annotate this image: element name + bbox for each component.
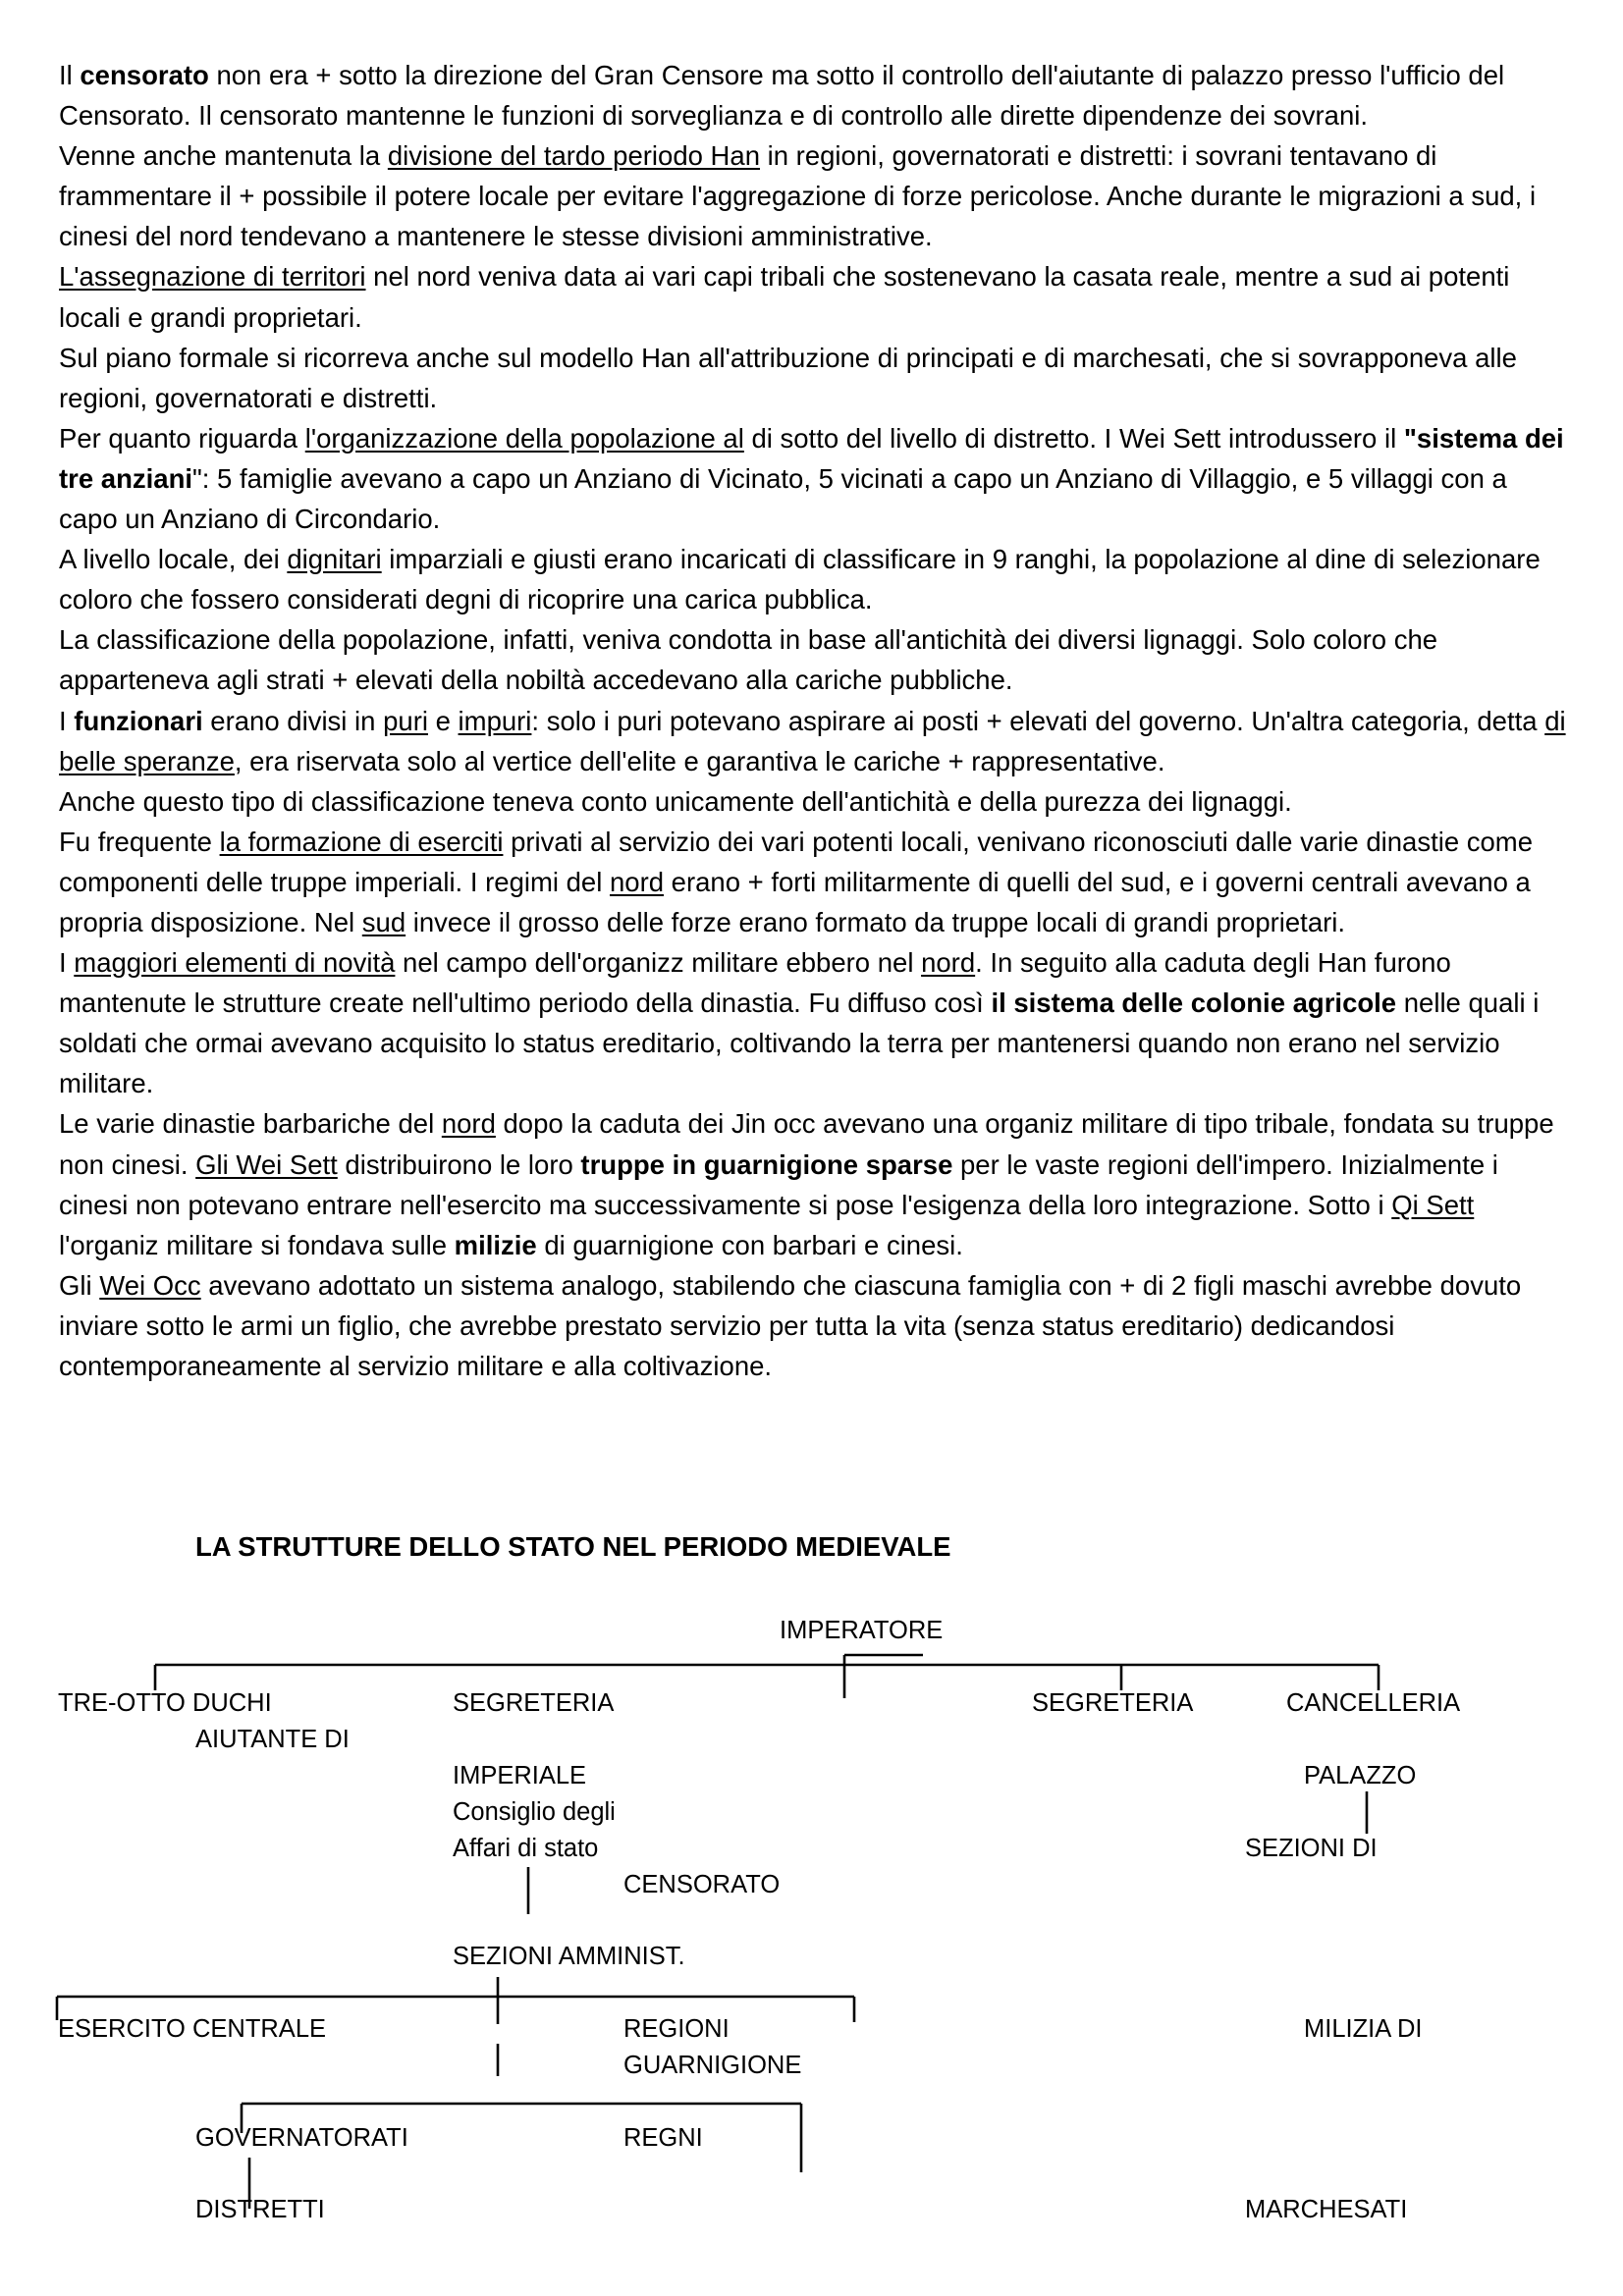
node-affari-di-stato: Affari di stato	[453, 1835, 599, 1862]
node-tre-otto-duchi: TRE-OTTO DUCHI	[58, 1689, 272, 1717]
node-governatorati: GOVERNATORATI	[195, 2124, 408, 2152]
paragraph-divisione: Venne anche mantenuta la divisione del tardo periodo Han in regioni, governatorati e distretti: i sovrani tentavano di frammentare il + possibile il potere locale per evitare l'aggregazione di forze pericolose. Anche durante le migrazioni a sud, i cinesi del nord tendevano a mantenere le stesse divisioni amministrative.	[59, 140, 1537, 252]
paragraph-assegnazione: L'assegnazione di territori nel nord veniva data ai vari capi tribali che sostenevano la casata reale, mentre a sud ai potenti locali e grandi proprietari.	[59, 261, 1510, 333]
paragraph-eserciti: Fu frequente la formazione di eserciti privati al servizio dei vari potenti locali, venivano riconosciuti dalle varie dinastie come componenti delle truppe imperiali. I regimi del nord erano + forti militarmente di quelli del sud, e i governi centrali avevano a propria disposizione. Nel sud invece il grosso delle forze erano formato da truppe locali di grandi proprietari.	[59, 826, 1534, 937]
node-milizia-di: MILIZIA DI	[1304, 2015, 1423, 2043]
node-regioni: REGIONI	[623, 2015, 730, 2043]
paragraph-lignaggi: Anche questo tipo di classificazione teneva conto unicamente dell'antichità e della purezza dei lignaggi.	[59, 785, 1292, 817]
paragraph-dinastie-barbariche: Le varie dinastie barbariche del nord dopo la caduta dei Jin occ avevano una organiz militare di tipo tribale, fondata su truppe non cinesi. Gli Wei Sett distribuirono le loro truppe in guarnigione sparse per le vaste regioni dell'impero. Inizialmente i cinesi non potevano entrare nell'esercito ma successivamente si pose l'esigenza della loro integrazione. Sotto i Qi Sett l'organiz militare si fondava sulle milizie di guarnigione con barbari e cinesi.	[59, 1108, 1554, 1260]
node-regni: REGNI	[623, 2124, 703, 2152]
node-guarnigione: GUARNIGIONE	[623, 2052, 802, 2079]
paragraph-novita: I maggiori elementi di novità nel campo dell'organizz militare ebbero nel nord. In seguito alla caduta degli Han furono mantenute le strutture create nell'ultimo periodo della dinastia. Fu diffuso così il sistema delle colonie agricole nelle quali i soldati che ormai avevano acquisito lo status ereditario, coltivando la terra per mantenersi quando non erano nel servizio militare.	[59, 947, 1540, 1099]
node-palazzo: PALAZZO	[1304, 1762, 1417, 1789]
node-censorato: CENSORATO	[623, 1871, 781, 1898]
paragraph-piano-formale: Sul piano formale si ricorreva anche sul modello Han all'attribuzione di principati e di marchesati, che si sovrapponeva alle regioni, governatorati e distretti.	[59, 342, 1517, 413]
paragraph-censorato: Il censorato non era + sotto la direzione del Gran Censore ma sotto il controllo dell'aiutante di palazzo presso l'ufficio del Censorato. Il censorato mantenne le funzioni di sorveglianza e di controllo alle dirette dipendenze dei sovrani.	[59, 60, 1505, 132]
paragraph-funzionari: I funzionari erano divisi in puri e impuri: solo i puri potevano aspirare ai posti + elevati del governo. Un'altra categoria, detta di belle speranze, era riservata solo al vertice dell'elite e garantiva le cariche + rappresentative.	[59, 705, 1566, 776]
node-esercito-centrale: ESERCITO CENTRALE	[58, 2015, 327, 2043]
node-imperiale: IMPERIALE	[453, 1762, 587, 1789]
node-cancelleria: CANCELLERIA	[1286, 1689, 1461, 1717]
node-distretti: DISTRETTI	[195, 2196, 325, 2223]
paragraph-dignitari: A livello locale, dei dignitari imparziali e giusti erano incaricati di classificare in 9 ranghi, la popolazione al dine di selezionare coloro che fossero considerati degni di ricoprire una carica pubblica.	[59, 544, 1541, 615]
node-imperatore: IMPERATORE	[780, 1617, 944, 1644]
diagram-title: LA STRUTTURE DELLO STATO NEL PERIODO MEDIEVALE	[195, 1531, 951, 1562]
paragraph-classificazione: La classificazione della popolazione, infatti, veniva condotta in base all'antichità dei diversi lignaggi. Solo coloro che apparteneva agli strati + elevati della nobiltà accedevano alla cariche pubbliche.	[59, 624, 1438, 696]
node-segreteria-left: SEGRETERIA	[453, 1689, 615, 1717]
node-consiglio-degli: Consiglio degli	[453, 1798, 616, 1826]
node-sezioni-di: SEZIONI DI	[1245, 1835, 1378, 1862]
node-sezioni-amminist: SEZIONI AMMINIST.	[453, 1943, 685, 1970]
node-aiutante-di: AIUTANTE DI	[195, 1726, 350, 1753]
node-segreteria-right: SEGRETERIA	[1032, 1689, 1194, 1717]
node-marchesati: MARCHESATI	[1245, 2196, 1408, 2223]
paragraph-wei-occ: Gli Wei Occ avevano adottato un sistema analogo, stabilendo che ciascuna famiglia con + di 2 figli maschi avrebbe dovuto inviare sotto le armi un figlio, che avrebbe prestato servizio per tutta la vita (senza status ereditario) dedicandosi contemporaneamente al servizio militare e alla coltivazione.	[59, 1269, 1522, 1381]
paragraph-organizzazione: Per quanto riguarda l'organizzazione della popolazione al di sotto del livello di distretto. I Wei Sett introdussero il "sistema dei tre anziani": 5 famiglie avevano a capo un Anziano di Vicinato, 5 vicinati a capo un Anziano di Villaggio, e 5 villaggi con a capo un Anziano di Circondario.	[59, 422, 1564, 535]
